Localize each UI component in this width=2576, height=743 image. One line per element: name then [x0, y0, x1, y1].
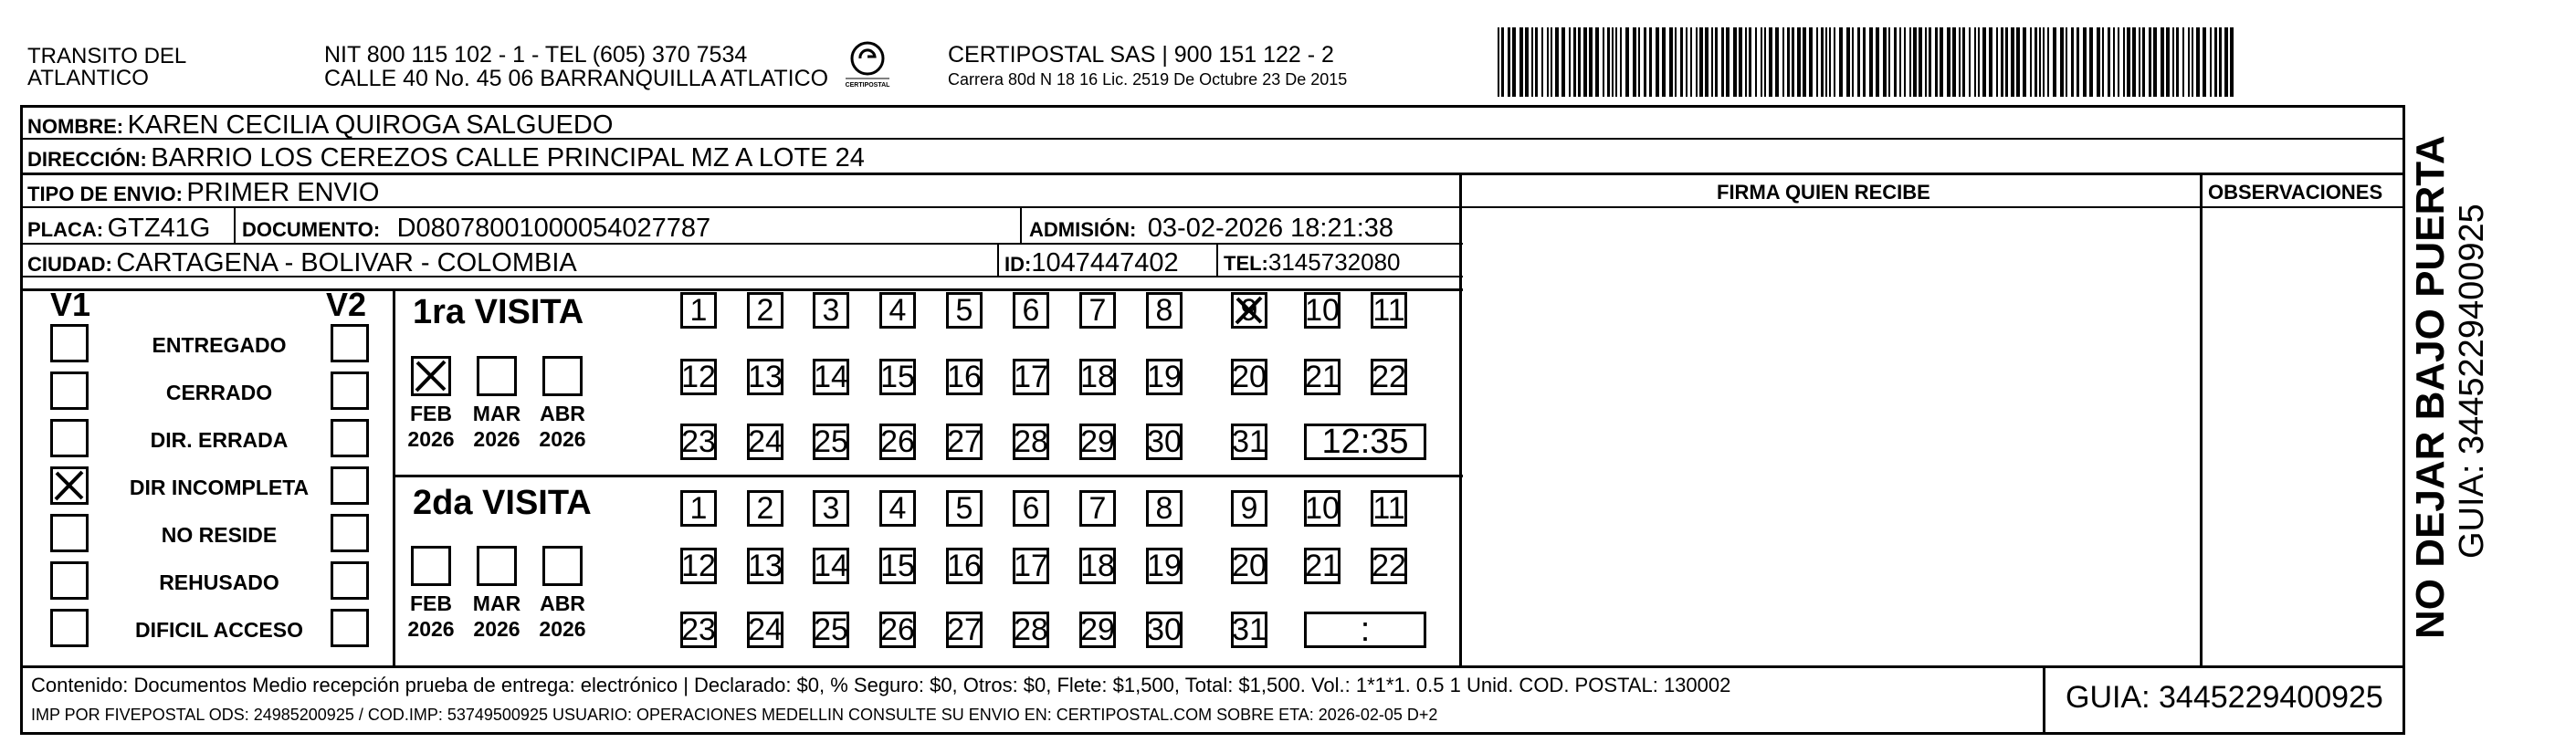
barcode-bar [2149, 27, 2151, 97]
barcode-bar [1512, 27, 1516, 97]
barcode-bar [2016, 27, 2020, 97]
barcode-bar [1726, 27, 1730, 97]
barcode-bar [2127, 27, 2130, 97]
day-box[interactable]: 15 [880, 548, 915, 583]
company-line: CERTIPOSTAL SAS | 900 151 122 - 2 [948, 42, 1334, 68]
barcode-bar [2030, 27, 2032, 97]
barcode-bar [1894, 27, 1897, 97]
barcode-bar [1595, 27, 1599, 97]
day-box[interactable]: 2 [747, 292, 783, 329]
barcode-bar [1989, 27, 1992, 97]
time-field[interactable]: 12:35 [1304, 424, 1426, 460]
barcode-bar [2011, 27, 2014, 97]
visit2-title: 2da VISITA [413, 484, 592, 522]
day-box[interactable]: 19 [1147, 548, 1182, 583]
day-box[interactable]: 10 [1305, 490, 1340, 526]
license-line: Carrera 80d N 18 16 Lic. 2519 De Octubre 23 De 2015 [948, 70, 1348, 89]
barcode-bar [2113, 27, 2115, 97]
day-box[interactable]: 16 [947, 548, 982, 583]
barcode-bar [1888, 27, 1890, 97]
time-field[interactable]: : [1304, 612, 1426, 648]
barcode-bar [1696, 27, 1698, 97]
year-label: 2026 [473, 617, 520, 641]
documento-value: D08078001000054027787 [396, 214, 711, 243]
check-mark-icon [1234, 295, 1265, 326]
contenido-line: Contenido: Documentos Medio recepción prueba de entrega: electrónico | Declarado: $0, % Seguro: $0, Otros: $0, Flete: $1,500, Total: $1,500. Vol.: 1*1*1. 0.5 1 Unid. COD. POSTAL: 130002 [31, 674, 1731, 696]
month-label: FEB [410, 402, 452, 425]
barcode-bar [2001, 27, 2003, 97]
observaciones-header: OBSERVACIONES [2208, 181, 2383, 204]
day-box[interactable]: 23 [681, 612, 716, 647]
v2-checkbox[interactable] [331, 561, 369, 600]
v1-checkbox[interactable] [50, 324, 89, 362]
month-label: MAR [472, 402, 521, 425]
barcode-bar [1940, 27, 1943, 97]
v1-checkbox[interactable] [50, 609, 89, 647]
placa-value: GTZ41G [107, 214, 211, 243]
barcode-bar [2172, 27, 2174, 97]
barcode-bar [2053, 27, 2056, 97]
barcode-bar [2203, 27, 2206, 97]
status-option-label: NO RESIDE [161, 523, 278, 547]
barcode-bar [1603, 27, 1604, 97]
day-box[interactable]: 22 [1372, 359, 1406, 394]
barcode-bar [1834, 27, 1835, 97]
day-box[interactable]: 28 [1014, 424, 1048, 459]
barcode-bar [1761, 27, 1762, 97]
month-checkbox[interactable] [542, 356, 583, 396]
day-box[interactable]: 6 [1013, 490, 1049, 527]
day-box[interactable]: 20 [1232, 548, 1267, 583]
barcode-bar [1547, 27, 1549, 97]
barcode-bar [1551, 27, 1552, 97]
barcode-bar [2219, 27, 2222, 97]
barcode-bar [1792, 27, 1794, 97]
barcode-bar [2097, 27, 2100, 97]
month-label: ABR [540, 402, 585, 425]
barcode-bar [1508, 27, 1510, 97]
barcode-bar [1620, 27, 1622, 97]
ciudad-value: CARTAGENA - BOLIVAR - COLOMBIA [116, 248, 577, 277]
day-box[interactable]: 3 [813, 490, 849, 527]
barcode-bar [1982, 27, 1986, 97]
check-mark-icon [53, 469, 86, 502]
barcode-bar [2166, 27, 2170, 97]
day-box[interactable]: 17 [1014, 359, 1048, 394]
nombre-label: NOMBRE: KAREN CECILIA QUIROGA SALGUEDO [27, 110, 614, 140]
admision-field: ADMISIÓN: 03-02-2026 18:21:38 [1029, 214, 1394, 243]
admision-value: 03-02-2026 18:21:38 [1147, 214, 1394, 243]
barcode-bar [2123, 27, 2125, 97]
barcode-bar [1825, 27, 1827, 97]
no-dejar-notice: NO DEJAR BAJO PUERTA [2408, 135, 2453, 639]
day-box[interactable]: 25 [814, 612, 848, 647]
day-box[interactable]: 3 [813, 292, 849, 329]
day-box[interactable]: 18 [1080, 359, 1115, 394]
month-checkbox[interactable] [477, 356, 517, 396]
day-box[interactable]: 26 [880, 424, 915, 459]
day-box[interactable]: 11 [1371, 490, 1407, 527]
year-label: 2026 [539, 427, 586, 451]
barcode-bar [1662, 27, 1666, 97]
day-box[interactable]: 9 [1231, 490, 1267, 527]
day-box[interactable]: 7 [1079, 292, 1116, 329]
org-name-line2: ATLANTICO [27, 66, 149, 90]
barcode-bar [2089, 27, 2093, 97]
barcode-bar [2161, 27, 2164, 97]
v1-checkbox[interactable] [50, 419, 89, 457]
year-label: 2026 [473, 427, 520, 451]
barcode-bar [1969, 27, 1971, 97]
barcode-bar [1899, 27, 1901, 97]
day-box[interactable]: 31 [1232, 612, 1267, 647]
tipo-value: PRIMER ENVIO [186, 178, 380, 207]
barcode-bar [1803, 27, 1806, 97]
month-label: FEB [410, 591, 452, 615]
day-box[interactable]: 18 [1080, 548, 1115, 583]
day-box[interactable]: 14 [814, 359, 848, 394]
barcode-bar [1947, 27, 1950, 97]
barcode-bar [1863, 27, 1866, 97]
barcode-bar [1535, 27, 1538, 97]
month-checkbox[interactable] [411, 356, 451, 396]
day-box[interactable]: 4 [879, 490, 916, 527]
barcode-bar [2118, 27, 2119, 97]
check-mark-icon [414, 359, 448, 393]
barcode-bar [1852, 27, 1854, 97]
year-label: 2026 [407, 427, 455, 451]
barcode-bar [1541, 27, 1543, 97]
day-box[interactable]: 6 [1013, 292, 1049, 329]
barcode-bar [1996, 27, 1998, 97]
direccion-row [27, 145, 865, 172]
barcode-bar [1649, 27, 1652, 97]
ciudad-field: CIUDAD: CARTAGENA - BOLIVAR - COLOMBIA [27, 248, 577, 277]
barcode-bar [2214, 27, 2217, 97]
barcode-bar [2102, 27, 2104, 97]
day-box[interactable]: 11 [1371, 292, 1407, 329]
id-field: ID:1047447402 [1004, 248, 1179, 277]
guia-box: GUIA: 3445229400925 [2066, 680, 2383, 715]
barcode-bar [1755, 27, 1757, 97]
barcode-bar [1782, 27, 1784, 97]
day-box[interactable]: 16 [947, 359, 982, 394]
status-option-label: DIR INCOMPLETA [129, 476, 310, 499]
barcode-bar [2039, 27, 2041, 97]
barcode-bar [1764, 27, 1766, 97]
barcode-bar [1749, 27, 1751, 97]
status-option-label: DIR. ERRADA [150, 428, 289, 452]
barcode-bar [1925, 27, 1927, 97]
day-box[interactable]: 24 [748, 612, 783, 647]
visit1-title: 1ra VISITA [413, 293, 584, 331]
day-box[interactable]: 24 [748, 424, 783, 459]
v2-checkbox[interactable] [331, 466, 369, 505]
tipo-label: TIPO DE ENVIO: [27, 183, 183, 205]
year-label: 2026 [407, 617, 455, 641]
month-checkbox[interactable] [411, 546, 451, 586]
v1-label: V1 [50, 286, 91, 323]
day-box[interactable]: 22 [1372, 548, 1406, 583]
month-checkbox[interactable] [477, 546, 517, 586]
day-box[interactable]: 7 [1079, 490, 1116, 527]
barcode-bar [1675, 27, 1677, 97]
barcode-bar [2139, 27, 2140, 97]
day-box[interactable]: 5 [946, 490, 983, 527]
address-line: CALLE 40 No. 45 06 BARRANQUILLA ATLATICO [324, 66, 829, 91]
barcode-bar [1501, 27, 1504, 97]
status-option-label: REHUSADO [159, 570, 279, 594]
day-box[interactable]: 15 [880, 359, 915, 394]
barcode-bar [1531, 27, 1533, 97]
barcode-bar [2108, 27, 2110, 97]
day-box[interactable]: 12 [681, 548, 716, 583]
barcode-bar [1876, 27, 1879, 97]
day-box[interactable]: 4 [879, 292, 916, 329]
direccion-value: BARRIO LOS CEREZOS CALLE PRINCIPAL MZ A LOTE 24 [151, 143, 865, 173]
barcode-bar [2035, 27, 2037, 97]
barcode-bar [1715, 27, 1718, 97]
barcode-bar [1555, 27, 1559, 97]
barcode-bar [1615, 27, 1617, 97]
v2-checkbox[interactable] [331, 514, 369, 552]
nit-line: NIT 800 115 102 - 1 - TEL (605) 370 7534 [324, 42, 748, 68]
v1-checkbox[interactable] [50, 514, 89, 552]
placa-field: PLACA: GTZ41G [27, 214, 211, 243]
barcode-bar [2192, 27, 2193, 97]
barcode-bar [2060, 27, 2064, 97]
v2-label: V2 [326, 286, 367, 323]
barcode-bar [1913, 27, 1917, 97]
barcode-bar [1612, 27, 1614, 97]
id-value: 1047447402 [1031, 248, 1179, 277]
day-box[interactable]: 25 [814, 424, 848, 459]
barcode-bar [2210, 27, 2212, 97]
barcode-bar [1829, 27, 1831, 97]
barcode-bar [1690, 27, 1692, 97]
barcode-bar [2188, 27, 2190, 97]
nombre-value: KAREN CECILIA QUIROGA SALGUEDO [127, 110, 614, 140]
logo-text: CERTIPOSTAL [845, 82, 890, 89]
status-option-label: ENTREGADO [152, 333, 287, 357]
barcode-bar [1638, 27, 1640, 97]
day-box[interactable]: 27 [947, 612, 982, 647]
barcode-bar [2047, 27, 2049, 97]
org-name-line1: TRANSITO DEL [27, 44, 187, 68]
documento-field: DOCUMENTO: D08078001000054027787 [242, 214, 711, 243]
day-box[interactable]: 20 [1232, 359, 1267, 394]
barcode-bar [1569, 27, 1571, 97]
barcode-bar [1929, 27, 1931, 97]
day-box[interactable]: 1 [680, 490, 717, 527]
day-box[interactable]: 5 [946, 292, 983, 329]
day-box[interactable]: 17 [1014, 548, 1048, 583]
barcode-bar [1962, 27, 1965, 97]
day-box[interactable]: 8 [1146, 490, 1183, 527]
barcode-bar [2132, 27, 2136, 97]
day-box[interactable]: 29 [1080, 424, 1115, 459]
barcode-bar [1669, 27, 1673, 97]
barcode-bar [1857, 27, 1860, 97]
firma-header: FIRMA QUIEN RECIBE [1717, 181, 1930, 204]
day-box[interactable]: 9 [1231, 292, 1267, 329]
barcode-bar [1745, 27, 1747, 97]
barcode-bar [1625, 27, 1629, 97]
tipo-row [27, 180, 379, 206]
barcode-bar [1680, 27, 1683, 97]
imp-line: IMP POR FIVEPOSTAL ODS: 24985200925 / COD.IMP: 53749500925 USUARIO: OPERACIONES MEDELLIN CONSULTE SU ENVIO EN: CERTIPOSTAL.COM SOBRE ETA: 2026-02-05 D+2 [31, 706, 1438, 724]
day-box[interactable]: 28 [1014, 612, 1048, 647]
day-box[interactable]: 30 [1147, 424, 1182, 459]
barcode-bar [1656, 27, 1659, 97]
day-box[interactable]: 8 [1146, 292, 1183, 329]
day-box[interactable]: 29 [1080, 612, 1115, 647]
barcode-bar [1739, 27, 1742, 97]
barcode-bar [2142, 27, 2145, 97]
barcode-bar [1974, 27, 1976, 97]
barcode [1498, 27, 2237, 97]
barcode-bar [2043, 27, 2045, 97]
barcode-bar [1583, 27, 1587, 97]
side-guia: GUIA: 3445229400925 [2453, 204, 2491, 559]
barcode-bar [2230, 27, 2234, 97]
day-box[interactable]: 21 [1305, 548, 1340, 583]
day-box[interactable]: 27 [947, 424, 982, 459]
barcode-bar [2005, 27, 2008, 97]
status-option-label: CERRADO [165, 381, 273, 404]
month-label: MAR [472, 591, 521, 615]
v2-checkbox[interactable] [331, 372, 369, 410]
barcode-bar [1733, 27, 1737, 97]
day-box[interactable]: 21 [1305, 359, 1340, 394]
barcode-bar [1699, 27, 1703, 97]
barcode-bar [1498, 27, 1499, 97]
barcode-bar [1775, 27, 1779, 97]
barcode-bar [1869, 27, 1873, 97]
year-label: 2026 [539, 617, 586, 641]
tel-value: 3145732080 [1267, 248, 1401, 276]
barcode-bar [1816, 27, 1818, 97]
month-checkbox[interactable] [542, 546, 583, 586]
barcode-bar [1797, 27, 1801, 97]
tel-field: TEL:3145732080 [1224, 248, 1401, 276]
barcode-bar [1809, 27, 1813, 97]
day-box[interactable]: 12 [681, 359, 716, 394]
barcode-bar [1573, 27, 1576, 97]
barcode-bar [1935, 27, 1938, 97]
status-option-label: DIFICIL ACCESO [134, 618, 303, 642]
barcode-bar [1589, 27, 1593, 97]
barcode-bar [1787, 27, 1790, 97]
barcode-bar [1959, 27, 1961, 97]
barcode-bar [1711, 27, 1713, 97]
barcode-bar [1839, 27, 1843, 97]
v2-checkbox[interactable] [331, 609, 369, 647]
certipostal-logo [840, 37, 895, 93]
day-box[interactable]: 13 [748, 359, 783, 394]
barcode-bar [2077, 27, 2079, 97]
barcode-bar [1607, 27, 1610, 97]
day-box[interactable]: 14 [814, 548, 848, 583]
day-box[interactable]: 13 [748, 548, 783, 583]
day-box[interactable]: 30 [1147, 612, 1182, 647]
barcode-bar [2196, 27, 2200, 97]
barcode-bar [1909, 27, 1911, 97]
day-box[interactable]: 23 [681, 424, 716, 459]
barcode-bar [1978, 27, 1980, 97]
barcode-bar [1769, 27, 1772, 97]
barcode-bar [1721, 27, 1724, 97]
barcode-bar [1904, 27, 1906, 97]
day-box[interactable]: 10 [1305, 292, 1340, 328]
barcode-bar [2224, 27, 2228, 97]
day-box[interactable]: 19 [1147, 359, 1182, 394]
month-label: ABR [540, 591, 585, 615]
barcode-bar [1705, 27, 1709, 97]
barcode-bar [2083, 27, 2087, 97]
barcode-bar [1686, 27, 1688, 97]
v2-checkbox[interactable] [331, 324, 369, 362]
v2-checkbox[interactable] [331, 419, 369, 457]
v1-checkbox[interactable] [50, 561, 89, 600]
barcode-bar [1519, 27, 1523, 97]
barcode-bar [2153, 27, 2157, 97]
barcode-bar [1578, 27, 1581, 97]
day-box[interactable]: 31 [1232, 424, 1267, 459]
barcode-bar [1821, 27, 1824, 97]
barcode-bar [2066, 27, 2067, 97]
barcode-bar [2182, 27, 2184, 97]
barcode-bar [2071, 27, 2074, 97]
barcode-bar [1883, 27, 1887, 97]
day-box[interactable]: 1 [680, 292, 717, 329]
barcode-bar [1952, 27, 1956, 97]
barcode-bar [1644, 27, 1646, 97]
barcode-bar [1846, 27, 1850, 97]
barcode-bar [1633, 27, 1636, 97]
barcode-bar [1525, 27, 1529, 97]
barcode-bar [1919, 27, 1922, 97]
v1-checkbox[interactable] [50, 372, 89, 410]
day-box[interactable]: 26 [880, 612, 915, 647]
barcode-bar [1561, 27, 1565, 97]
day-box[interactable]: 2 [747, 490, 783, 527]
barcode-bar [2176, 27, 2179, 97]
direccion-label: DIRECCIÓN: [27, 148, 147, 171]
barcode-bar [2023, 27, 2026, 97]
v1-checkbox[interactable] [50, 466, 89, 505]
